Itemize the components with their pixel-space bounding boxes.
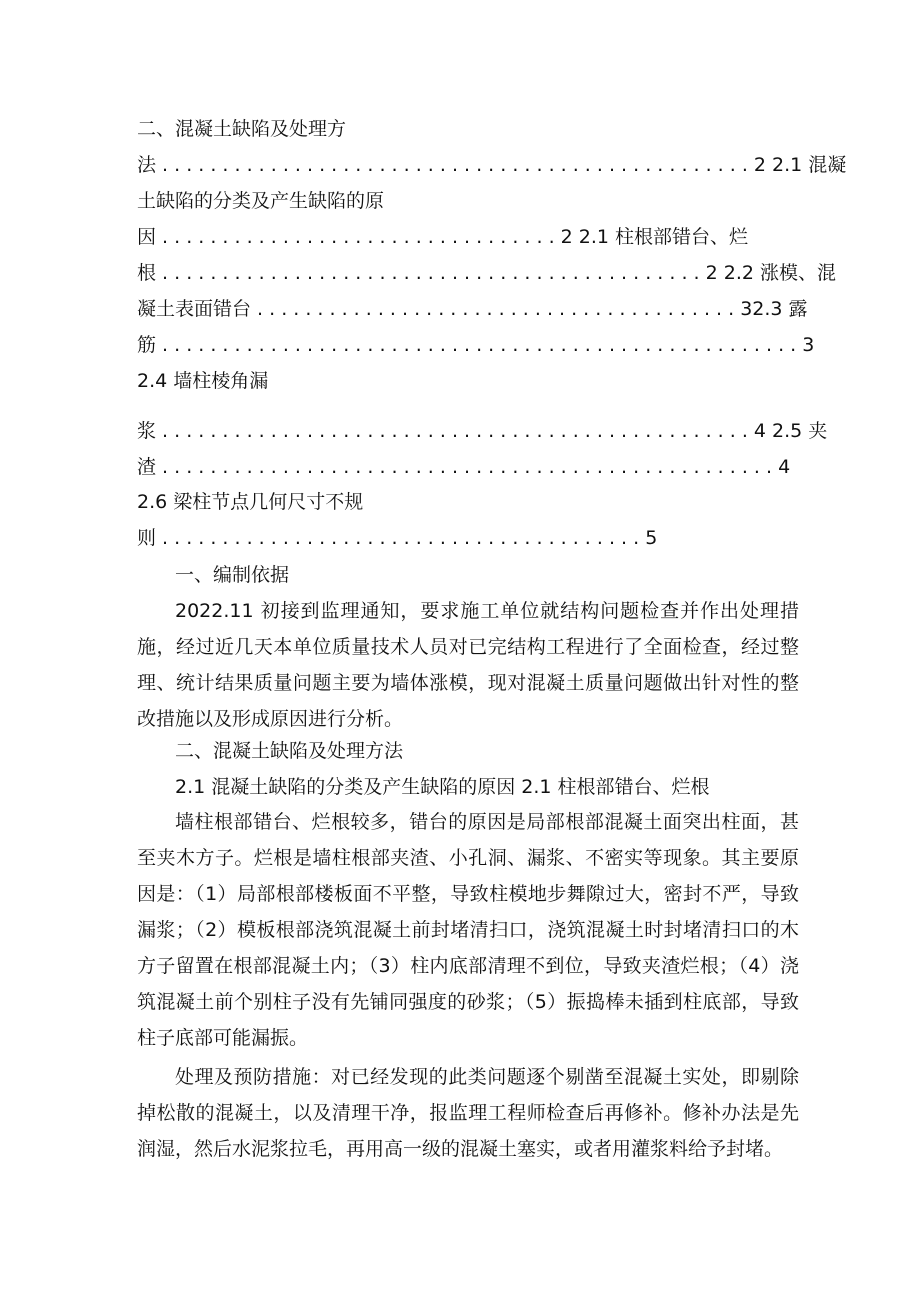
toc-line: 渣 . . . . . . . . . . . . . . . . . . . . . . . . . . . . . . . . . . . . . . . . . . . . . . . . . . . 4 <box>137 456 791 478</box>
paragraph-column-root: 墙柱根部错台、烂根较多，错台的原因是局部根部混凝土面突出柱面，甚至夹木方子。烂根是墙柱根部夹渣、小孔洞、漏浆、不密实等现象。其主要原因是：（1）局部根部楼板面不平整，导致柱模地步舞隙过大，密封不严，导致漏浆；（2）模板根部浇筑混凝土前封堵清扫口，浇筑混凝土时封堵清扫口的木方子留置在根部混凝土内；（3）柱内底部清理不到位，导致夹渣烂根；（4）浇筑混凝土前个别柱子没有先铺同强度的砂浆；（5）振捣棒未插到柱底部，导致柱子底部可能漏振。 <box>137 811 799 1049</box>
toc-line: 根 . . . . . . . . . . . . . . . . . . . . . . . . . . . . . . . . . . . . . . . . . . . . . 2 2.2 涨模、混 <box>137 262 836 284</box>
paragraph-treatment: 处理及预防措施：对已经发现的此类问题逐个剔凿至混凝土实处，即剔除掉松散的混凝土，以及清理干净，报监理工程师检查后再修补。修补办法是先润湿，然后水泥浆拉毛，再用高一级的混凝土塞实，或者用灌浆料给予封堵。 <box>137 1066 799 1160</box>
toc-line: 2.4 墙柱棱角漏 <box>137 370 269 392</box>
section-heading-basis: 一、编制依据 <box>175 564 290 586</box>
toc-line: 凝土表面错台 . . . . . . . . . . . . . . . . . . . . . . . . . . . . . . . . . . . . . . . . 32.3 露 <box>137 298 808 320</box>
subsection-heading: 2.1 混凝土缺陷的分类及产生缺陷的原因 2.1 柱根部错台、烂根 <box>175 776 710 798</box>
toc-line: 浆 . . . . . . . . . . . . . . . . . . . . . . . . . . . . . . . . . . . . . . . . . . . . . . . . . 4 2.5 夹 <box>137 420 828 442</box>
section-heading-defects: 二、混凝土缺陷及处理方法 <box>175 740 404 762</box>
toc-line: 筋 . . . . . . . . . . . . . . . . . . . . . . . . . . . . . . . . . . . . . . . . . . . . . . . . . . . . . 3 <box>137 334 815 356</box>
toc-line: 土缺陷的分类及产生缺陷的原 <box>137 190 385 212</box>
paragraph-basis: 2022.11 初接到监理通知，要求施工单位就结构问题检查并作出处理措施，经过近几天本单位质量技术人员对已完结构工程进行了全面检查，经过整理、统计结果质量问题主要为墙体涨模，现对混凝土质量问题做出针对性的整改措施以及形成原因进行分析。 <box>137 600 799 730</box>
toc-line: 则 . . . . . . . . . . . . . . . . . . . . . . . . . . . . . . . . . . . . . . . . 5 <box>137 527 658 549</box>
toc-line: 法 . . . . . . . . . . . . . . . . . . . . . . . . . . . . . . . . . . . . . . . . . . . . . . . . . 2 2.1 混凝 <box>137 154 847 176</box>
toc-line: 二、混凝土缺陷及处理方 <box>137 118 347 140</box>
toc-line: 2.6 梁柱节点几何尺寸不规 <box>137 491 364 513</box>
toc-line: 因 . . . . . . . . . . . . . . . . . . . . . . . . . . . . . . . . . 2 2.1 柱根部错台、烂 <box>137 226 749 248</box>
